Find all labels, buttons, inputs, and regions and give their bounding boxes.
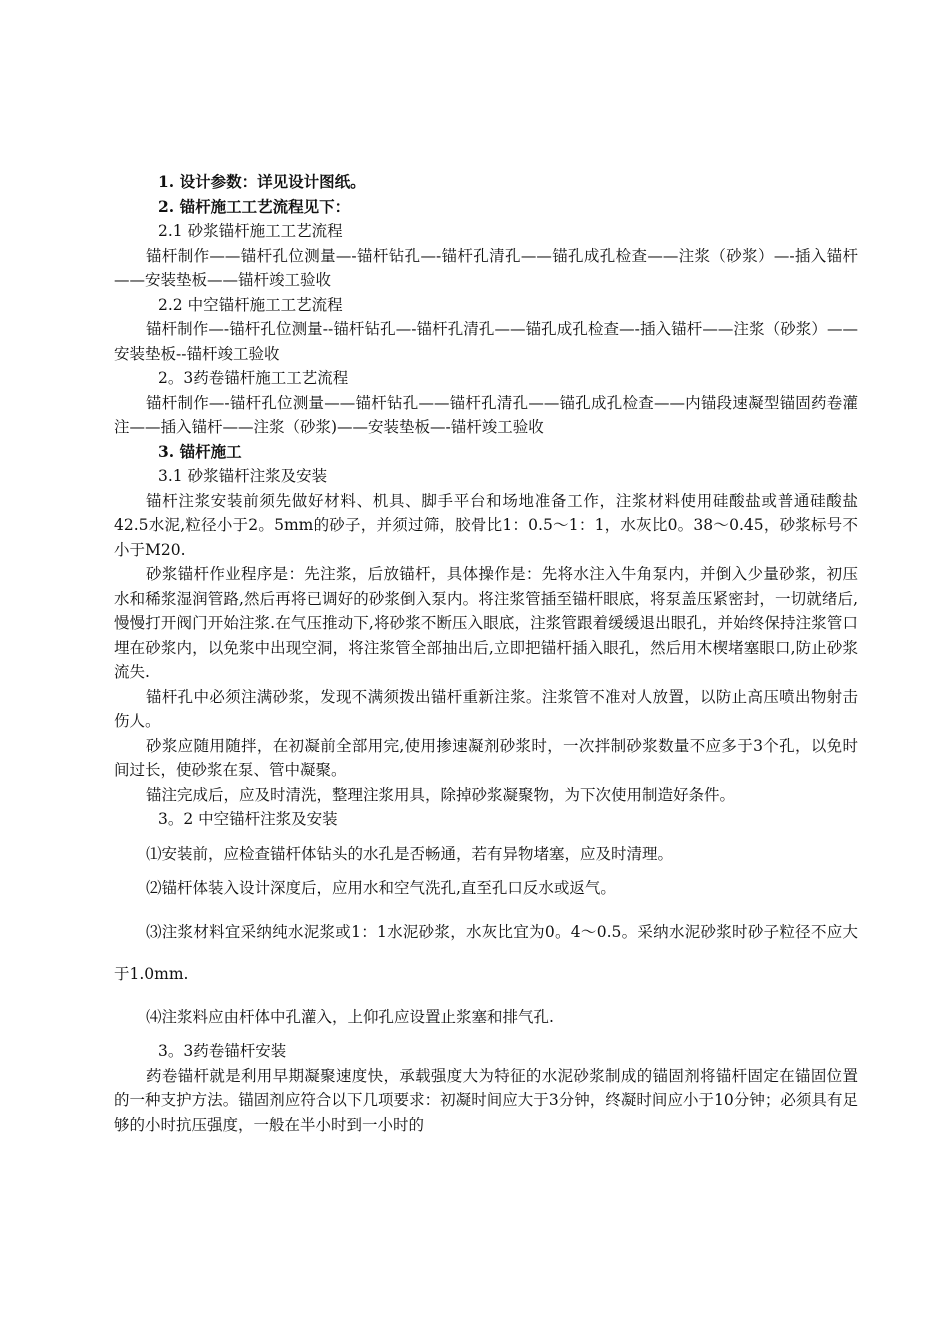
section-2-1-title: 2.1 砂浆锚杆施工工艺流程 — [158, 222, 343, 240]
list-item-3: ⑶注浆材料宜采纳纯水泥浆或1：1水泥砂浆，水灰比宜为0。4～0.5。采纳水泥砂浆时砂子粒径不应大于1.0mm. — [114, 922, 858, 983]
section-2-1-body: 锚杆制作——锚杆孔位测量—-锚杆钻孔—-锚杆孔清孔——锚孔成孔检查——注浆（砂浆）—-插入锚杆——安装垫板——锚杆竣工验收 — [114, 246, 858, 289]
paragraph-full-grout: 锚杆孔中必须注满砂浆，发现不满须拨出锚杆重新注浆。注浆管不准对人放置，以防止高压喷出物射击伤人。 — [114, 687, 858, 730]
list-item-2: ⑵锚杆体装入设计深度后，应用水和空气洗孔,直至孔口反水或返气。 — [146, 879, 616, 897]
section-2-2-body: 锚杆制作—-锚杆孔位测量--锚杆钻孔—-锚杆孔清孔——锚孔成孔检查—-插入锚杆——注浆（砂浆）——安装垫板--锚杆竣工验收 — [114, 320, 858, 363]
paragraph-mixing: 砂浆应随用随拌，在初凝前全部用完,使用掺速凝剂砂浆时，一次拌制砂浆数量不应多于3个孔，以免时间过长，使砂浆在泵、管中凝聚。 — [114, 736, 858, 779]
section-2-3-title: 2。3药卷锚杆施工工艺流程 — [158, 369, 349, 387]
section-3-heading: 3. 锚杆施工 — [158, 441, 242, 461]
paragraph-materials: 锚杆注浆安装前须先做好材料、机具、脚手平台和场地准备工作，注浆材料使用硅酸盐或普通硅酸盐42.5水泥,粒径小于2。5mm的砂子，并须过筛，胶骨比1：0.5～1：1，水灰比0。38～0.45，砂浆标号不小于M20. — [114, 491, 858, 559]
section-3-3-title: 3。3药卷锚杆安装 — [158, 1042, 287, 1060]
section-3-2-title: 3。2 中空锚杆注浆及安装 — [158, 810, 338, 828]
list-item-4: ⑷注浆料应由杆体中孔灌入，上仰孔应设置止浆塞和排气孔. — [146, 1007, 554, 1026]
section-2-2-title: 2.2 中空锚杆施工工艺流程 — [158, 295, 343, 314]
list-item-1: ⑴安装前，应检查锚杆体钻头的水孔是否畅通，若有异物堵塞，应及时清理。 — [146, 844, 674, 863]
section-2-3-body: 锚杆制作—-锚杆孔位测量——锚杆钻孔——锚杆孔清孔——锚孔成孔检查——内锚段速凝型锚固药卷灌注——插入锚杆——注浆（砂浆)——安装垫板—-锚杆竣工验收 — [114, 393, 858, 436]
paragraph-cleaning: 锚注完成后，应及时清洗，整理注浆用具，除掉砂浆凝聚物，为下次使用制造好条件。 — [146, 785, 736, 804]
document-page — [114, 170, 858, 1137]
paragraph-cartridge: 药卷锚杆就是利用早期凝聚速度快，承载强度大为特征的水泥砂浆制成的锚固剂将锚杆固定在锚固位置的一种支护方法。锚固剂应符合以下几项要求：初凝时间应大于3分钟，终凝时间应小于10分钟；必须具有足够的小时抗压强度，一般在半小时到一小时的 — [114, 1066, 858, 1134]
section-1-heading: 1. 设计参数：详见设计图纸。 — [158, 172, 366, 191]
section-2-heading: 2. 锚杆施工工艺流程见下： — [158, 196, 351, 216]
paragraph-procedure: 砂浆锚杆作业程序是：先注浆，后放锚杆，具体操作是：先将水注入牛角泵内，并倒入少量砂浆，初压水和稀浆湿润管路,然后再将已调好的砂浆倒入泵内。将注浆管插至锚杆眼底，将泵盖压紧密封，一切就绪后,慢慢打开阀门开始注浆.在气压推动下,将砂浆不断压入眼底，注浆管跟着缓缓退出眼孔，并始终保持注浆管口埋在砂浆内，以免浆中出现空洞，将注浆管全部抽出后,立即把锚杆插入眼孔，然后用木楔堵塞眼口,防止砂浆流失. — [114, 565, 858, 681]
section-3-1-title: 3.1 砂浆锚杆注浆及安装 — [158, 467, 328, 485]
